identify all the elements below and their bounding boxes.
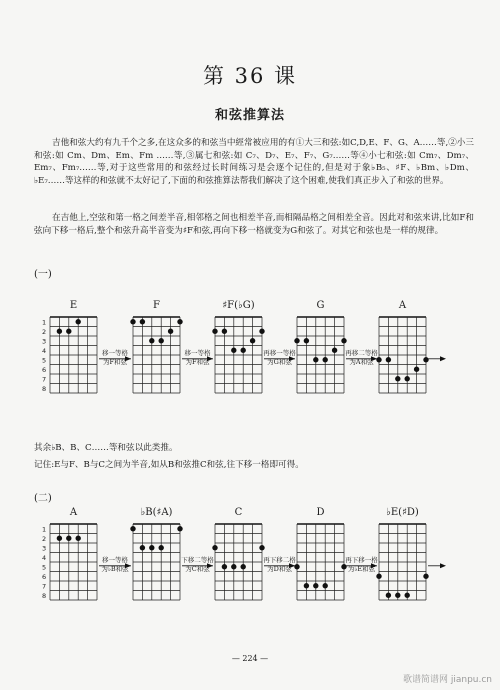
finger-dot xyxy=(376,574,381,579)
finger-dot xyxy=(66,536,71,541)
transition-label: 再移一等格 为G和弦 xyxy=(263,348,296,366)
chord-name-label: ♯F(♭G) xyxy=(222,300,255,311)
finger-dot xyxy=(168,329,173,334)
fret-number: 7 xyxy=(42,375,47,384)
finger-dot xyxy=(386,357,391,362)
finger-dot xyxy=(423,357,428,362)
fret-number: 1 xyxy=(42,318,47,327)
fret-number: 6 xyxy=(42,572,47,581)
finger-dot xyxy=(323,583,328,588)
fret-number: 1 xyxy=(42,525,47,534)
finger-dot xyxy=(149,338,154,343)
transition-label: 移一等格 为♭B和弦 xyxy=(101,555,129,573)
chord-name-label: D xyxy=(316,507,325,518)
arrow-head xyxy=(440,563,446,568)
finger-dot xyxy=(57,536,62,541)
finger-dot xyxy=(130,526,135,531)
finger-dot xyxy=(130,319,135,324)
fret-number: 8 xyxy=(42,591,47,600)
finger-dot xyxy=(250,338,255,343)
finger-dot xyxy=(140,545,145,550)
finger-dot xyxy=(395,376,400,381)
transition-label: 下移二等格 为C和弦 xyxy=(181,555,214,573)
finger-dot xyxy=(76,319,81,324)
chord-name-label: A xyxy=(398,300,407,311)
finger-dot xyxy=(159,338,164,343)
finger-dot xyxy=(177,319,182,324)
finger-dot xyxy=(304,583,309,588)
fret-number: 5 xyxy=(42,356,47,365)
transition-label: 移一等格 为F和弦 xyxy=(184,348,211,366)
finger-dot xyxy=(423,574,428,579)
finger-dot xyxy=(222,329,227,334)
finger-dot xyxy=(259,329,264,334)
chord-name-label: E xyxy=(69,300,78,311)
note-remember: 记住:E与F、B与C之间为半音,如从B和弦推C和弦,往下移一格即可得。 xyxy=(34,460,304,470)
finger-dot xyxy=(386,593,391,598)
arrow-head xyxy=(440,356,446,361)
chord-name-label: G xyxy=(316,300,325,311)
fret-number: 3 xyxy=(42,337,47,346)
finger-dot xyxy=(304,338,309,343)
fret-number: 5 xyxy=(42,563,47,572)
section-1-label: (一) xyxy=(34,269,52,280)
finger-dot xyxy=(231,564,236,569)
chord-name-label: C xyxy=(234,507,243,518)
finger-dot xyxy=(313,583,318,588)
transition-label: 再下移一格 为♭E和弦 xyxy=(345,555,378,573)
site-watermark: 歌谱简谱网 jianpu.cn xyxy=(402,675,492,685)
finger-dot xyxy=(57,329,62,334)
finger-dot xyxy=(241,564,246,569)
transition-label: 再下移二格 为D和弦 xyxy=(263,555,296,573)
section-title: 和弦推算法 xyxy=(214,108,285,123)
finger-dot xyxy=(76,536,81,541)
finger-dot xyxy=(149,545,154,550)
finger-dot xyxy=(177,526,182,531)
section-2-label: (二) xyxy=(34,493,52,504)
fret-number: 3 xyxy=(42,544,47,553)
note-analogy: 其余♭B、B、C……等和弦以此类推。 xyxy=(34,443,178,453)
finger-dot xyxy=(405,376,410,381)
fret-number: 8 xyxy=(42,384,47,393)
finger-dot xyxy=(212,329,217,334)
fret-number: 6 xyxy=(42,365,47,374)
finger-dot xyxy=(395,593,400,598)
finger-dot xyxy=(259,545,264,550)
finger-dot xyxy=(323,357,328,362)
chord-name-label: A xyxy=(69,507,78,518)
finger-dot xyxy=(159,545,164,550)
chord-name-label: ♭E(♯D) xyxy=(386,507,419,518)
fret-number: 7 xyxy=(42,582,47,591)
finger-dot xyxy=(212,545,217,550)
finger-dot xyxy=(231,348,236,353)
finger-dot xyxy=(140,319,145,324)
finger-dot xyxy=(405,593,410,598)
fret-number: 2 xyxy=(42,327,47,336)
finger-dot xyxy=(313,357,318,362)
finger-dot xyxy=(66,329,71,334)
finger-dot xyxy=(341,338,346,343)
page-number: — 224 — xyxy=(231,654,269,663)
explanation-paragraph: 在吉他上,空弦和第一格之间差半音,相邻格之间也相差半音,而相隔品格之间相差全音。因此对和弦来讲,比如F和弦向下移一格后,整个和弦升高半音变为♯F和弦,再向下移一格就变为G和弦了。对其它和弦也是一样的规律。 xyxy=(34,213,474,236)
finger-dot xyxy=(414,367,419,372)
fret-number: 4 xyxy=(42,553,47,562)
transition-label: 再移二等格 为A和弦 xyxy=(345,348,378,366)
finger-dot xyxy=(241,348,246,353)
finger-dot xyxy=(332,348,337,353)
intro-paragraph: 吉他和弦大约有九千个之多,在这众多的和弦当中經常被应用的有①大三和弦:如C,D,E、F、G、A……等,②小三和弦:如 Cm、Dm、Em、Fm ……等,③属七和弦:如 C₇、D₇、E₇、F₇、G₇……等④小七和弦:如 Cm₇、Dm₇、Em₇、Fm₇……等,对于这些常用的和弦经过长时间练习是会逐个记住的,但是对于象♭B₅、♯F、♭Bm、♭Dm、♭E₇……等这样的和弦就不太好记了,下面的和弦推算法帮我们解决了这个困难,使我们真正步入了和弦的世界。 xyxy=(34,138,474,186)
chord-name-label: ♭B(♯A) xyxy=(140,507,173,518)
finger-dot xyxy=(222,564,227,569)
finger-dot xyxy=(294,338,299,343)
chord-name-label: F xyxy=(153,300,160,311)
lesson-title: 第 36 课 xyxy=(202,64,298,88)
fret-number: 4 xyxy=(42,346,47,355)
transition-label: 移一等格 为F和弦 xyxy=(102,348,128,366)
fret-number: 2 xyxy=(42,534,47,543)
